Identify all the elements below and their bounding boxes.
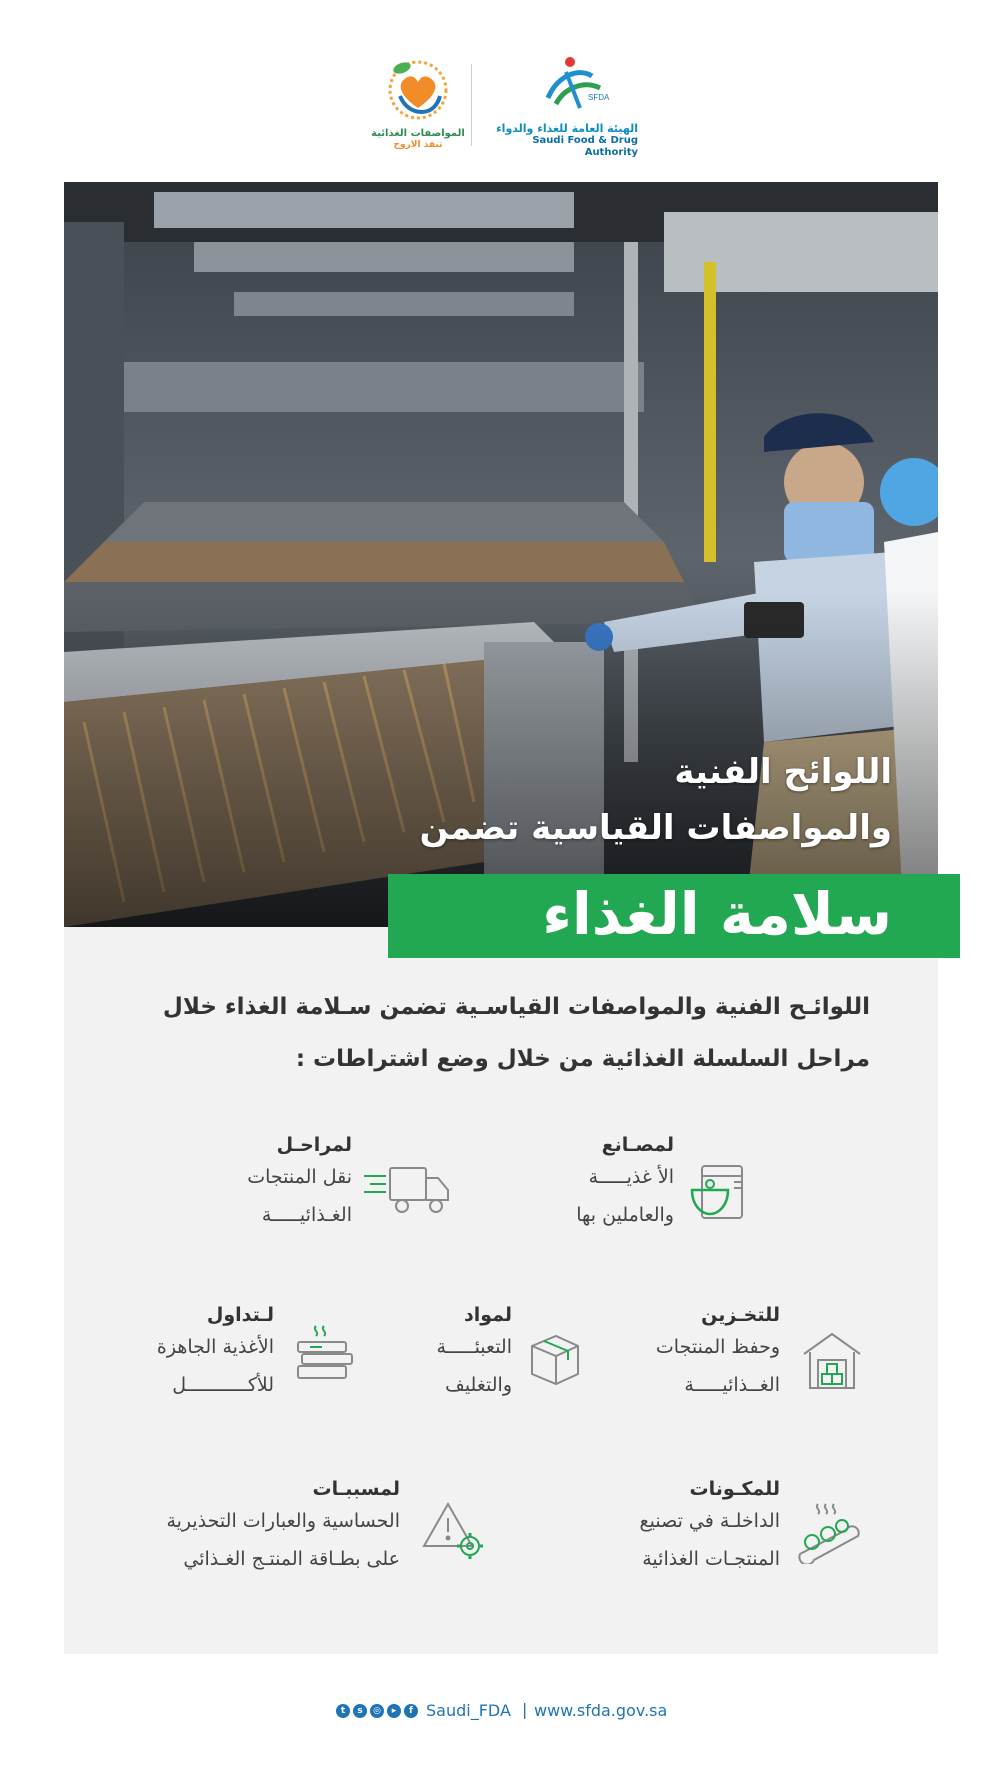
hero-heading-line2: والمواصفات القياسية تضمن bbox=[419, 808, 892, 848]
social-handle[interactable]: Saudi_FDA bbox=[426, 1701, 511, 1720]
item-allergens-line1: الحساسية والعبارات التحذيرية bbox=[166, 1510, 400, 1532]
item-transport-title: لمراحـل bbox=[276, 1134, 352, 1156]
intro-line2: مراحل السلسلة الغذائية من خلال وضع اشتراطات : bbox=[295, 1046, 870, 1072]
item-ingredients-line2: المنتجـات الغذائية bbox=[642, 1548, 780, 1570]
item-packaging-line2: والتغليف bbox=[445, 1374, 512, 1396]
food-standards-subtext: تنفذ الاروح bbox=[393, 140, 443, 150]
header-logos bbox=[0, 50, 1000, 160]
item-factories-title: لمصـانع bbox=[601, 1134, 674, 1156]
hero-heading-line1: اللوائح الفنية bbox=[674, 752, 892, 792]
warning-gear-icon bbox=[422, 1500, 488, 1562]
food-containers-icon bbox=[292, 1322, 356, 1386]
sfda-arabic-name: الهيئة العامة للغذاء والدواء bbox=[496, 122, 638, 135]
highlight-text: سلامة الغذاء bbox=[542, 880, 892, 948]
item-allergens-title: لمسببـات bbox=[312, 1478, 400, 1500]
item-storage-line2: الغــذائيـــــة bbox=[684, 1374, 780, 1396]
heart-circle-icon bbox=[378, 56, 458, 122]
item-ready-food-line1: الأغذية الجاهزة bbox=[156, 1336, 274, 1358]
sfda-english-name: Saudi Food & Drug Authority bbox=[532, 135, 638, 158]
item-ingredients-line1: الداخلـة في تصنيع bbox=[639, 1510, 780, 1532]
sfda-logo bbox=[488, 54, 638, 159]
food-standards-logo bbox=[368, 56, 468, 151]
item-ingredients-title: للمكـونات bbox=[689, 1478, 780, 1500]
youtube-icon[interactable]: ▸ bbox=[387, 1704, 401, 1718]
item-storage-line1: وحفظ المنتجات bbox=[655, 1336, 780, 1358]
item-packaging-title: لمواد bbox=[463, 1304, 512, 1326]
item-storage bbox=[656, 1302, 780, 1404]
item-allergens-line2: على بطـاقة المنتـج الغـذائي bbox=[183, 1548, 400, 1570]
facebook-icon[interactable]: f bbox=[404, 1704, 418, 1718]
snapchat-icon[interactable]: s bbox=[353, 1704, 367, 1718]
intro-line1: اللوائـح الفنية والمواصفات القياسـية تضمن سـلامة الغذاء خلال bbox=[162, 994, 870, 1020]
footer-separator: | bbox=[522, 1700, 528, 1719]
item-factories-line2: والعاملين بها bbox=[576, 1204, 674, 1226]
item-allergens bbox=[166, 1476, 400, 1578]
food-standards-text: المواصفات الغذائية bbox=[371, 128, 465, 139]
item-transport bbox=[247, 1132, 352, 1234]
item-ready-food-line2: للأكـــــــــــل bbox=[172, 1374, 274, 1396]
twitter-icon[interactable]: t bbox=[336, 1704, 350, 1718]
truck-icon bbox=[362, 1162, 452, 1218]
sfda-badge-text: SFDA bbox=[588, 93, 610, 102]
item-storage-title: للتخـزين bbox=[701, 1304, 780, 1326]
item-factories-line1: الأ غذيـــــة bbox=[588, 1166, 674, 1188]
footer bbox=[0, 1700, 1000, 1726]
item-ingredients bbox=[640, 1476, 780, 1578]
website-link[interactable]: www.sfda.gov.sa bbox=[534, 1701, 668, 1720]
highlight-banner bbox=[388, 874, 960, 958]
item-factories bbox=[576, 1132, 674, 1234]
instagram-icon[interactable]: ◎ bbox=[370, 1704, 384, 1718]
logo-divider bbox=[471, 64, 472, 146]
item-packaging-line1: التعبئـــــة bbox=[436, 1336, 512, 1358]
box-icon bbox=[526, 1330, 584, 1388]
item-ready-food-title: لـتداول bbox=[206, 1304, 274, 1326]
conveyor-icon bbox=[796, 1500, 864, 1564]
item-packaging bbox=[437, 1302, 512, 1404]
warehouse-icon bbox=[800, 1330, 864, 1392]
mixer-icon bbox=[688, 1160, 750, 1222]
item-transport-line2: الغـذائيـــــة bbox=[261, 1204, 352, 1226]
sfda-mark-icon bbox=[488, 54, 638, 116]
item-transport-line1: نقل المنتجات bbox=[247, 1166, 352, 1188]
item-ready-food bbox=[157, 1302, 274, 1404]
